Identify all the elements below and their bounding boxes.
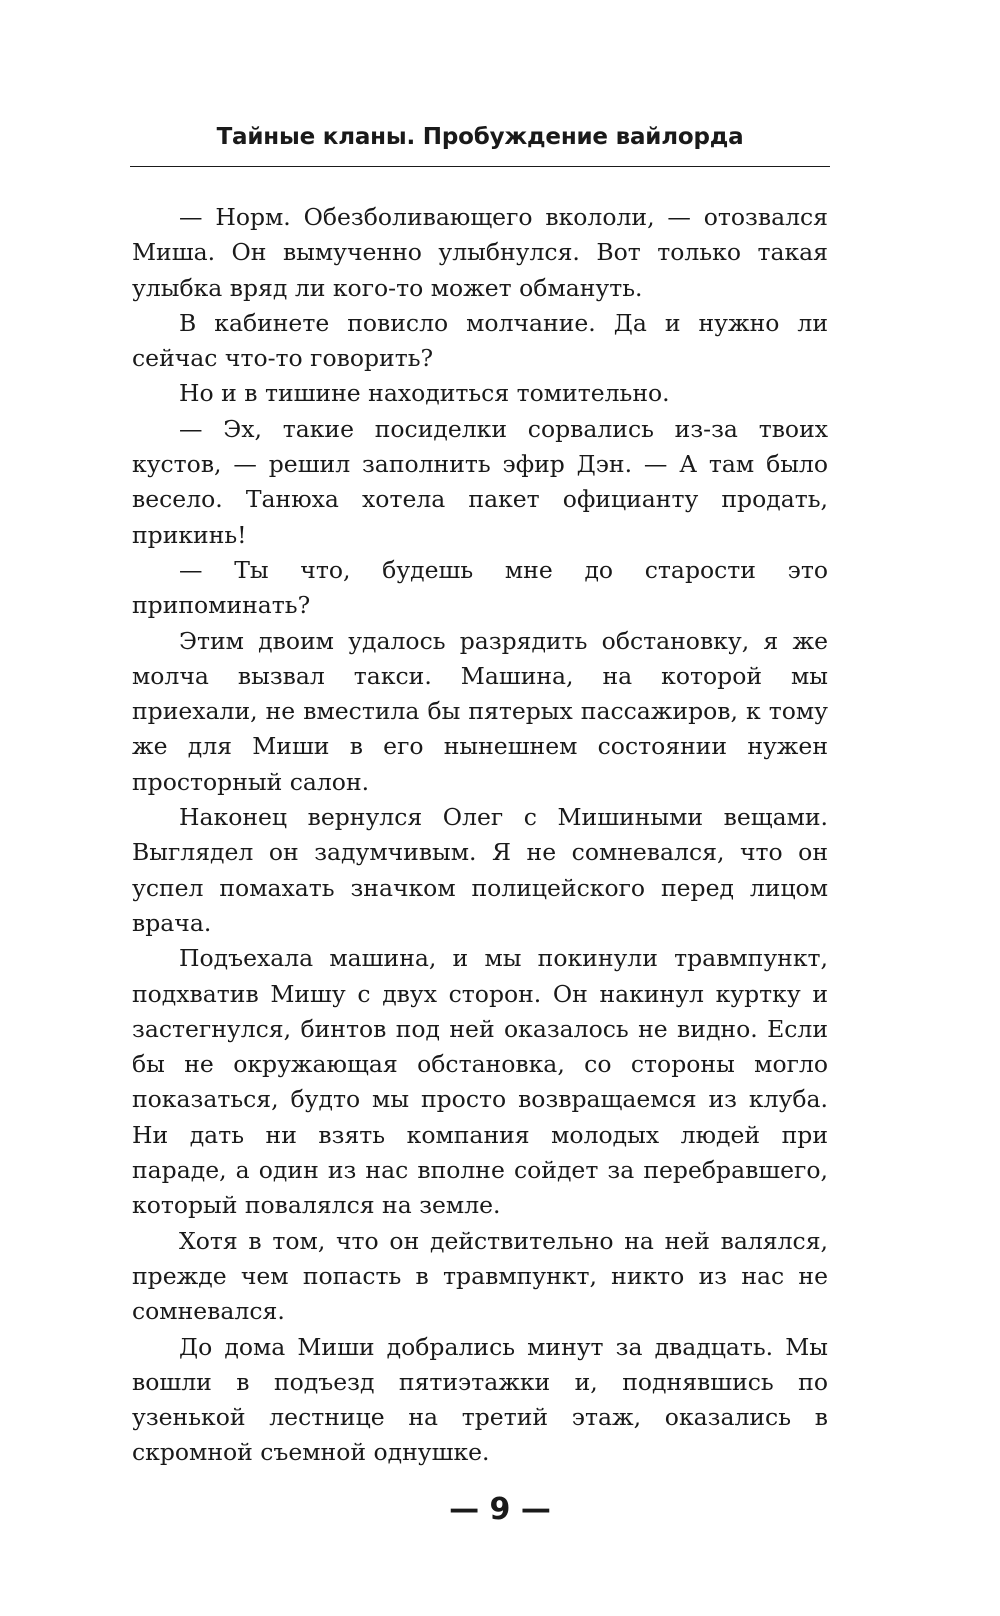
paragraph: Этим двоим удалось разрядить обстановку, я же молча вызвал такси. Машина, на которой мы приехали, не вместила бы пятерых пассажиров, к тому же для Миши в его нынешнем состоянии нужен просторный салон. <box>132 626 828 796</box>
body-text <box>132 200 828 1471</box>
paragraph: — Норм. Обезболивающего вкололи, — отозвался Миша. Он вымученно улыбнулся. Вот только такая улыбка вряд ли кого-то может обмануть. <box>132 203 828 302</box>
paragraph: — Эх, такие посиделки сорвались из-за твоих кустов, — решил заполнить эфир Дэн. — А там было весело. Танюха хотела пакет официанту продать, прикинь! <box>132 414 828 549</box>
paragraph: В кабинете повисло молчание. Да и нужно ли сейчас что-то говорить? <box>132 308 828 373</box>
paragraph: До дома Миши добрались минут за двадцать. Мы вошли в подъезд пятиэтажки и, поднявшись по узенькой лестнице на третий этаж, оказались в скромной съемной однушке. <box>132 1332 828 1467</box>
paragraph: Хотя в том, что он действительно на ней валялся, прежде чем попасть в травмпункт, никто из нас не сомневался. <box>132 1226 828 1326</box>
paragraph: Подъехала машина, и мы покинули травмпункт, подхватив Мишу с двух сторон. Он накинул куртку и застегнулся, бинтов под ней оказалось не видно. Если бы не окружающая обстановка, со стороны могло показаться, будто мы просто возвращаемся из клуба. Ни дать ни взять компания молодых людей при параде, а один из нас вполне сойдет за перебравшего, который повалялся на земле. <box>132 944 828 1220</box>
paragraph: Наконец вернулся Олег с Мишиными вещами. Выглядел он задумчивым. Я не сомневался, что он успел помахать значком полицейского перед лицом врача. <box>132 803 828 937</box>
page-number: — 9 — <box>449 1492 551 1527</box>
running-head: Тайные кланы. Пробуждение вайлорда <box>216 124 744 150</box>
header-rule <box>130 166 830 167</box>
paragraph: — Ты что, будешь мне до старости это припоминать? <box>132 555 828 620</box>
paragraph: Но и в тишине находиться томительно. <box>179 379 670 408</box>
